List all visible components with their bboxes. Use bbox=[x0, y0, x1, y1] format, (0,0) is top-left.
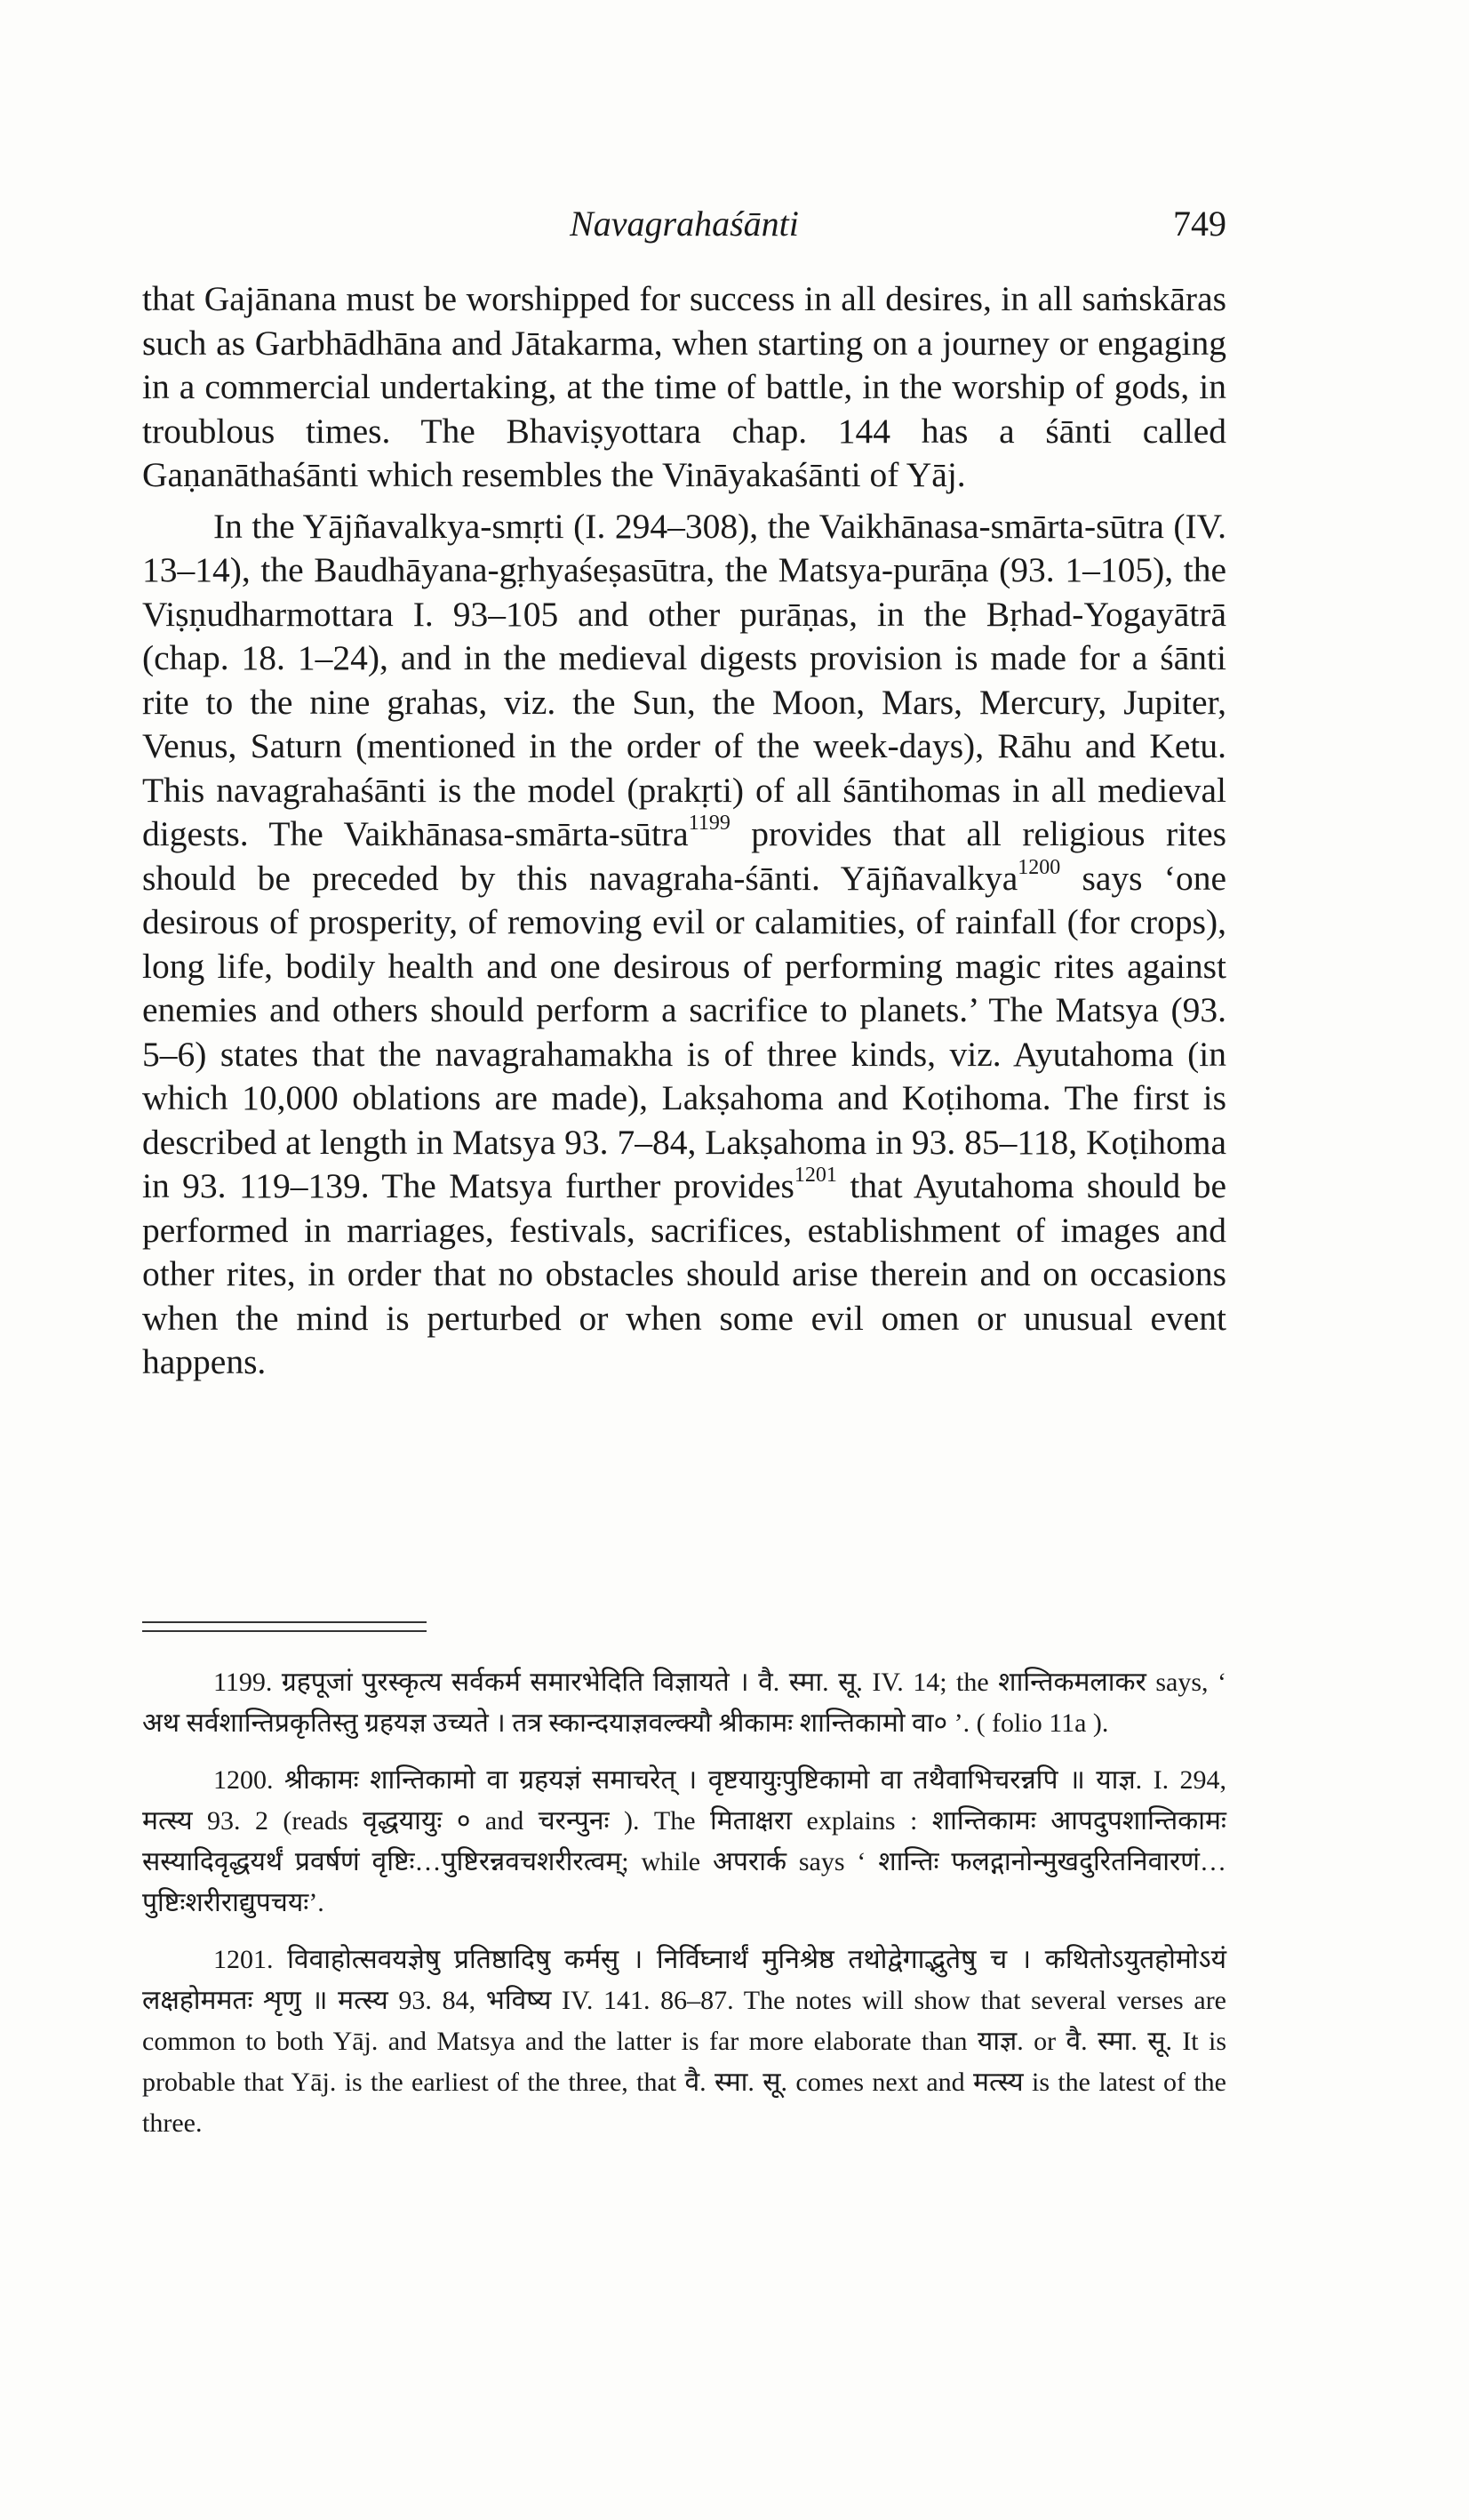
footnote-ref-1201: 1201 bbox=[794, 1164, 837, 1187]
footnote-ref-1199: 1199 bbox=[688, 812, 731, 835]
paragraph-2-part-d: that Ayutahoma should be performed in marriages, festivals, sacrifices, establishment of images and other rites, in order that no obstacles should arise therein and on occasions when the mind is perturbed or when some evil omen or unusual event happens. bbox=[142, 1166, 1226, 1381]
footnote-1199: 1199. ग्रहपूजां पुरस्कृत्य सर्वकर्म समारभेदिति विज्ञायते । वै. स्मा. सू. IV. 14; the शान्तिकमलाकर says, ‘ अथ सर्वशान्तिप्रकृतिस्तु ग्रहयज्ञ उच्यते । तत्र स्कान्दयाज्ञवल्क्यौ श्रीकामः शान्तिकामो वा० ’. ( folio 11a ). bbox=[142, 1668, 1226, 1738]
footnote-ref-1200: 1200 bbox=[1018, 855, 1061, 879]
footnote-1201: 1201. विवाहोत्सवयज्ञेषु प्रतिष्ठादिषु कर्मसु । निर्विघ्नार्थं मुनिश्रेष्ठ तथोद्वेगाद्भुतेषु च । कथितोऽयुतहोमोऽयं लक्षहोममतः शृणु ॥ मत्स्य 93. 84, भविष्य IV. 141. 86–87. The notes will show that several verses are common to both Yāj. and Matsya and the latter is far more elaborate than याज्ञ. or वै. स्मा. सू. It is probable that Yāj. is the earliest of the three, that वै. स्मा. सू. comes next and मत्स्य is the latest of the three. bbox=[142, 1945, 1226, 2138]
running-head: Navagrahaśānti bbox=[570, 204, 799, 244]
paragraph-2-part-b: provides that all religious rites should be preceded by this navagraha-śānti. Yājñavalkya bbox=[142, 814, 1226, 898]
main-text bbox=[142, 277, 1226, 1385]
paragraph-1: that Gajānana must be worshipped for success in all desires, in all saṁskāras such as Garbhādhāna and Jātakarma, when starting on a journey or engaging in a commercial undertaking, at the time of battle, in the worship of gods, in troublous times. The Bhaviṣyottara chap. 144 has a śānti called Gaṇanāthaśānti which resembles the Vināyakaśānti of Yāj. bbox=[142, 279, 1226, 494]
footnote-separator-rule-2 bbox=[142, 1630, 427, 1632]
footnote-separator-rule bbox=[142, 1621, 427, 1623]
page-number: 749 bbox=[1173, 204, 1226, 244]
paragraph-2-part-c: says ‘one desirous of prosperity, of removing evil or calamities, of rainfall (for crops), long life, bodily health and one desirous of performing magic rites against enemies and others should perform a sacrifice to planets.’ The Matsya (93. 5–6) states that the navagrahamakha is of three kinds, viz. Ayutahoma (in which 10,000 oblations are made), Lakṣahoma and Koṭihoma. The first is described at length in Matsya 93. 7–84, Lakṣahoma in 93. 85–118, Koṭihoma in 93. 119–139. The Matsya further provides bbox=[142, 858, 1226, 1205]
footnotes bbox=[142, 1662, 1226, 2160]
page-header bbox=[142, 197, 1226, 251]
footnote-1200: 1200. श्रीकामः शान्तिकामो वा ग्रहयज्ञं समाचरेत् । वृष्टयायुःपुष्टिकामो वा तथैवाभिचरन्नपि ॥ याज्ञ. I. 294, मत्स्य 93. 2 (reads वृद्धयायुः ० and चरन्पुनः ). The मिताक्षरा explains : शान्तिकामः आपदुपशान्तिकामः सस्यादिवृद्धयर्थं प्रवर्षणं वृष्टिः…पुष्टिरन्नवचशरीरत्वम्; while अपरार्क says ‘ शान्तिः फलद्गानोन्मुखदुरितनिवारणं…पुष्टिःशरीराद्युपचयः’. bbox=[142, 1765, 1226, 1917]
paragraph-2 bbox=[142, 505, 1226, 1385]
paragraph-2-part-a: In the Yājñavalkya-smṛti (I. 294–308), the Vaikhānasa-smārta-sūtra (IV. 13–14), the Baudhāyana-gṛhyaśeṣasūtra, the Matsya-purāṇa (93. 1–105), the Viṣṇudharmottara I. 93–105 and other purāṇas, in the Bṛhad-Yogayātrā (chap. 18. 1–24), and in the medieval digests provision is made for a śānti rite to the nine grahas, viz. the Sun, the Moon, Mars, Mercury, Jupiter, Venus, Saturn (mentioned in the order of the week-days), Rāhu and Ketu. This navagrahaśānti is the model (prakṛti) of all śāntihomas in all medieval digests. The Vaikhānasa-smārta-sūtra bbox=[142, 506, 1226, 853]
